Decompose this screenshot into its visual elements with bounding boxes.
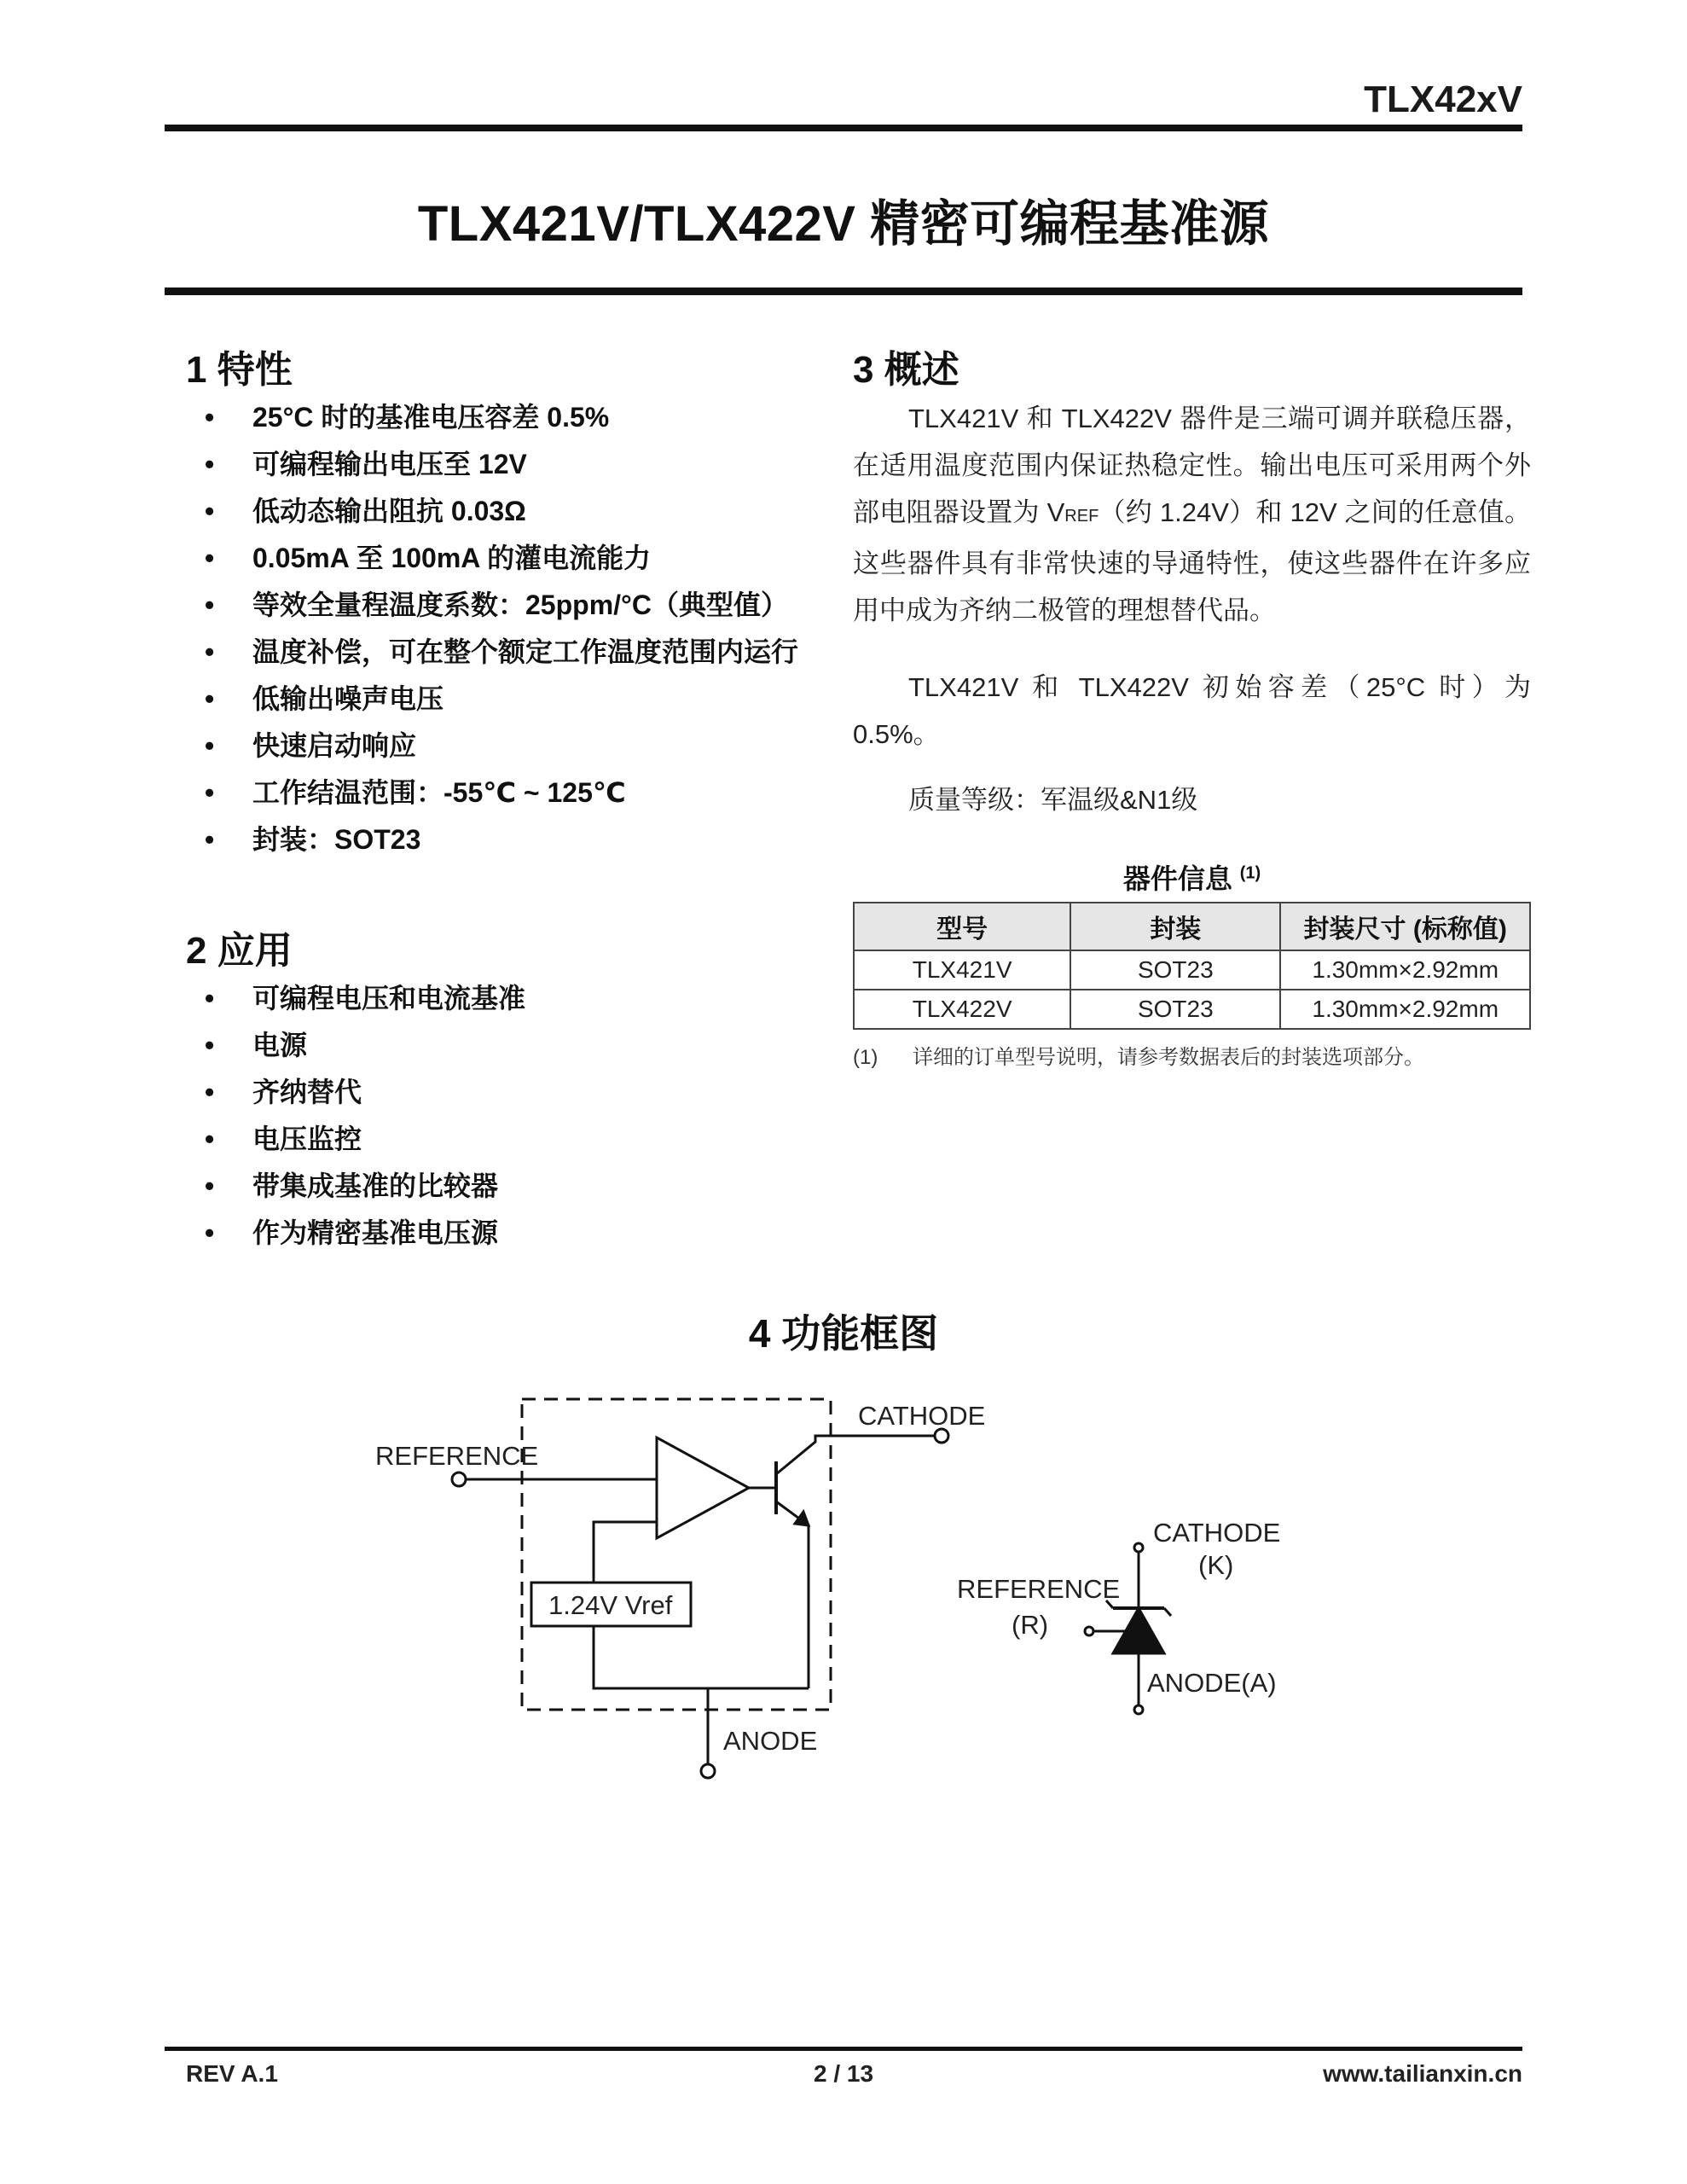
symbol-k-label: (K) — [1198, 1550, 1234, 1580]
symbol-anode-label: ANODE(A) — [1147, 1668, 1277, 1698]
anode-terminal — [701, 1764, 715, 1778]
table-cell: TLX422V — [854, 990, 1070, 1029]
table-cell: 1.30mm×2.92mm — [1280, 950, 1530, 990]
application-item: • 齐纳替代 — [186, 1069, 525, 1116]
feature-item: • 工作结温范围：-55℃ ~ 125℃ — [186, 770, 798, 816]
application-item: • 电压监控 — [186, 1116, 525, 1163]
feature-item: • 温度补偿，可在整个额定工作温度范围内运行 — [186, 629, 798, 676]
footer-rule — [165, 2047, 1522, 2051]
feature-item: • 25°C 时的基准电压容差 0.5% — [186, 394, 798, 441]
symbol-r-label: (R) — [1012, 1610, 1049, 1640]
overview-paragraph-1: TLX421V 和 TLX422V 器件是三端可调并联稳压器，在适用温度范围内保证热稳定性。输出电压可采用两个外部电阻器设置为 VREF（约 1.24V）和 12V 之间的任意值。这些器件具有非常快速的导通特性，使这些器件在许多应用中成为齐纳二极管的理想替代品。 — [853, 404, 1531, 625]
quality-grade: 质量等级：军温级&N1级 — [908, 785, 1198, 815]
feature-item: • 快速启动响应 — [186, 723, 798, 770]
header-part-family: TLX42xV — [1364, 78, 1522, 120]
vref-label: 1.24V Vref — [548, 1590, 673, 1620]
symbol-cathode-label: CATHODE — [1153, 1518, 1281, 1548]
applications-heading: 2 应用 — [186, 930, 293, 972]
symbol-bar-right-tip — [1164, 1608, 1171, 1616]
table-cell: SOT23 — [1070, 990, 1280, 1029]
block-diagram-heading: 4 功能框图 — [748, 1311, 939, 1356]
reference-terminal — [452, 1472, 466, 1486]
feature-item: • 低动态输出阻抗 0.03Ω — [186, 488, 798, 535]
application-item: • 可编程电压和电流基准 — [186, 975, 525, 1022]
table-cell: 1.30mm×2.92mm — [1280, 990, 1530, 1029]
anode-label: ANODE — [723, 1726, 818, 1756]
cathode-terminal — [935, 1429, 948, 1443]
overview-paragraph-2: TLX421V 和 TLX422V 初始容差（25°C 时）为 0.5%。 — [853, 672, 1531, 749]
emitter-arrow — [795, 1512, 809, 1525]
column-header-size: 封装尺寸 (标称值) — [1280, 903, 1530, 950]
feature-item: • 封装：SOT23 — [186, 816, 798, 863]
overview-heading: 3 概述 — [853, 349, 959, 391]
device-info-title: 器件信息 $^{(1)}$ — [1122, 863, 1261, 894]
feature-item: • 0.05mA 至 100mA 的灌电流能力 — [186, 535, 798, 582]
column-header-model: 型号 — [854, 903, 1070, 950]
footer-page-number: 2 / 13 — [813, 2060, 874, 2087]
anode-rail — [594, 1626, 809, 1688]
table-footnote: (1) 详细的订单型号说明，请参考数据表后的封装选项部分。 — [853, 1046, 1424, 1069]
application-item: • 作为精密基准电压源 — [186, 1210, 525, 1257]
collector-wire — [776, 1436, 942, 1474]
symbol-cathode-terminal — [1134, 1543, 1143, 1552]
symbol-reference-label: REFERENCE — [957, 1574, 1121, 1604]
feature-item: • 等效全量程温度系数：25ppm/°C（典型值） — [186, 582, 798, 629]
document-title: TLX421V/TLX422V 精密可编程基准源 — [417, 196, 1270, 252]
application-item: • 电源 — [186, 1022, 525, 1069]
vref-feedback-wire — [594, 1522, 657, 1583]
table-cell: TLX421V — [854, 950, 1070, 990]
feature-item: • 低输出噪声电压 — [186, 676, 798, 723]
symbol-anode-terminal — [1134, 1705, 1143, 1714]
table-cell: SOT23 — [1070, 950, 1280, 990]
reference-label: REFERENCE — [375, 1441, 539, 1471]
column-header-package: 封装 — [1070, 903, 1280, 950]
op-amp-symbol — [657, 1438, 749, 1538]
feature-item: • 可编程输出电压至 12V — [186, 441, 798, 488]
symbol-reference-terminal — [1085, 1627, 1093, 1635]
footer-revision: REV A.1 — [186, 2060, 278, 2087]
cathode-label: CATHODE — [858, 1401, 986, 1431]
features-heading: 1 特性 — [186, 349, 293, 391]
emitter-wire — [776, 1502, 809, 1688]
application-item: • 带集成基准的比较器 — [186, 1163, 525, 1210]
footer-website[interactable]: www.tailianxin.cn — [1323, 2060, 1522, 2087]
chip-boundary — [522, 1399, 831, 1710]
